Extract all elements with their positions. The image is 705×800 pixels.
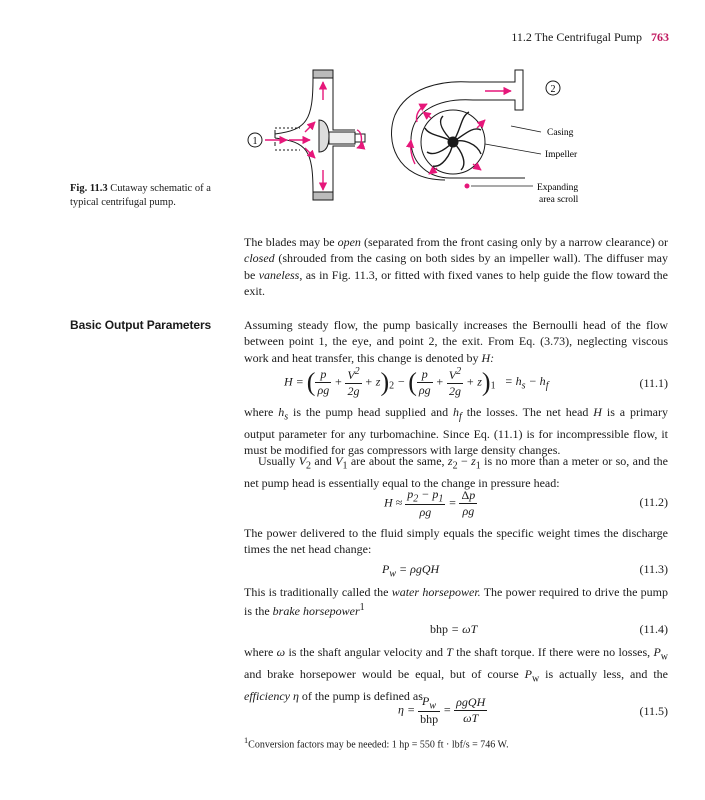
section-title: 11.2 The Centrifugal Pump (511, 30, 642, 44)
impeller-label: Impeller (545, 150, 578, 160)
text: Usually (258, 454, 299, 468)
text: is a primary output parameter for any turbomachine. Since Eq. (11.1) is for incompressible flow, it must be modified for gas compressors with large density changes. (244, 405, 668, 458)
equation-11-2 (244, 487, 668, 523)
footnote-ref: 1 (359, 602, 365, 614)
text: (shrouded from the casing on both sides by an impeller wall). The diffuser may be (244, 251, 668, 282)
pump-figure (215, 60, 585, 210)
term-brake-horsepower: brake horsepower (272, 604, 360, 619)
text: is the shaft angular velocity and (285, 645, 447, 659)
text: and (311, 454, 336, 468)
scroll-label-line2: area scroll (539, 195, 579, 205)
footnote-text: Conversion factors may be needed: 1 hp = 550 ft · lbf/s = 746 W. (248, 739, 509, 751)
figure-caption (70, 182, 235, 210)
caption-label: Fig. 11.3 (70, 183, 108, 194)
eq-body: bhp = ωT (430, 622, 478, 636)
equation-11-4 (244, 622, 668, 640)
paragraph-net-head: where $h_s$ is the pump head supplied and $h_f$ the losses. The net head H is a primary output parameter for any turbomachine. Since Eq. (11.1) is for incompressible flow, it must be modified for gas compressors with large density changes. (244, 405, 668, 458)
text: is no more than a meter or so, and the net pump head is essentially equal to the change in pressure head: (244, 454, 668, 490)
term-water-horsepower: water horsepower. (391, 585, 481, 599)
text: the losses. The net head (461, 405, 594, 419)
equation-number: (11.2) (639, 495, 668, 509)
footnote-marker: 1 (244, 736, 249, 745)
eq-body: η = $\frac{P_w}{\text{bhp}}$ = $\frac{\text{ρgQH}}{\omega T}$ (398, 694, 486, 727)
text: The blades may be (244, 235, 338, 249)
caption-text: Cutaway schematic of a typical centrifugal pump. (70, 183, 211, 208)
text: where (244, 405, 279, 419)
casing-label: Casing (547, 128, 574, 138)
term-vaneless: vaneless, (258, 267, 303, 282)
text: where (244, 645, 277, 659)
equation-11-1 (244, 366, 668, 402)
point-2-label: 2 (550, 84, 556, 95)
paragraph-horsepower (244, 584, 668, 620)
paragraph-power (244, 525, 668, 558)
equation-number: (11.3) (639, 562, 668, 576)
paragraph-efficiency: where ω is the shaft angular velocity and T the shaft torque. If there were no losses, $P_w$ and brake horsepower would be equal, but of course $P_w$ is actually less, and the efficiency η of the pump is defined as (244, 645, 669, 703)
equation-number: (11.1) (639, 376, 668, 390)
impeller-blades (425, 112, 481, 170)
volute-front-view (392, 70, 525, 180)
eq-body: H = ( $\frac{p}{\rho g}$ + $\frac{V^2}{2g}$ + $z)_2$ − ( $\frac{p}{\rho g}$ + $\frac{V^2}{2g}$ + $z)_1 = h_s - h_f$ (284, 366, 549, 398)
equation-number: (11.4) (639, 622, 668, 636)
paragraph-blades (244, 234, 668, 300)
equation-11-5 (244, 694, 668, 730)
term-open: open (337, 235, 361, 249)
running-header (511, 30, 669, 45)
flow-arrows-right (411, 91, 511, 174)
term-efficiency: efficiency (244, 688, 290, 703)
text: is the pump head supplied and (288, 405, 454, 419)
text: the shaft torque. If there were no losses, (452, 645, 654, 659)
point-1-label: 1 (252, 136, 258, 147)
footnote (244, 736, 509, 750)
section-heading: Basic Output Parameters (70, 318, 212, 332)
paragraph-pressure-head: Usually $V_2$ and $V_1$ are about the same, $z_2 - z_1$ is no more than a meter or so, and the net pump head is essentially equal to the change in pressure head: (244, 454, 668, 490)
text: of the pump is defined as (298, 688, 423, 703)
text: and brake horsepower would be equal, but of course (244, 666, 525, 681)
text: Assuming steady flow, the pump basically increases the Bernoulli head of the flow between point 1, the eye, and point 2, the exit. From Eq. (3.73), neglecting viscous work and heat transfer, this change is denoted by (244, 318, 668, 365)
term-closed: closed (244, 251, 275, 266)
symbol-H: H: (481, 350, 495, 365)
text: is actually less, and the (539, 666, 668, 681)
text: The power required to drive the pump is the (244, 585, 669, 619)
equation-11-3 (244, 562, 668, 580)
scroll-dot (465, 184, 470, 189)
cutaway-side-view (275, 70, 365, 200)
scroll-label-line1: Expanding (537, 183, 579, 193)
eq-body: H ≈ $\frac{p_2 - p_1}{\rho g}$ = $\frac{\Delta p}{\rho g}$ (384, 487, 476, 520)
equation-number: (11.5) (639, 704, 668, 718)
text: as in Fig. 11.3, or fitted with fixed vanes to help guide the flow toward the exit. (244, 267, 669, 299)
page-number: 763 (651, 30, 669, 44)
text: are about the same, (347, 454, 448, 468)
text: The power delivered to the fluid simply equals the specific weight times the discharge times the net head change: (244, 526, 668, 557)
eq-body: $P_w = \rho gQH$ (382, 562, 440, 580)
text: (separated from the front casing only by a narrow clearance) or (360, 235, 668, 249)
text: This is traditionally called the (244, 585, 392, 599)
paragraph-bernoulli (244, 317, 668, 366)
